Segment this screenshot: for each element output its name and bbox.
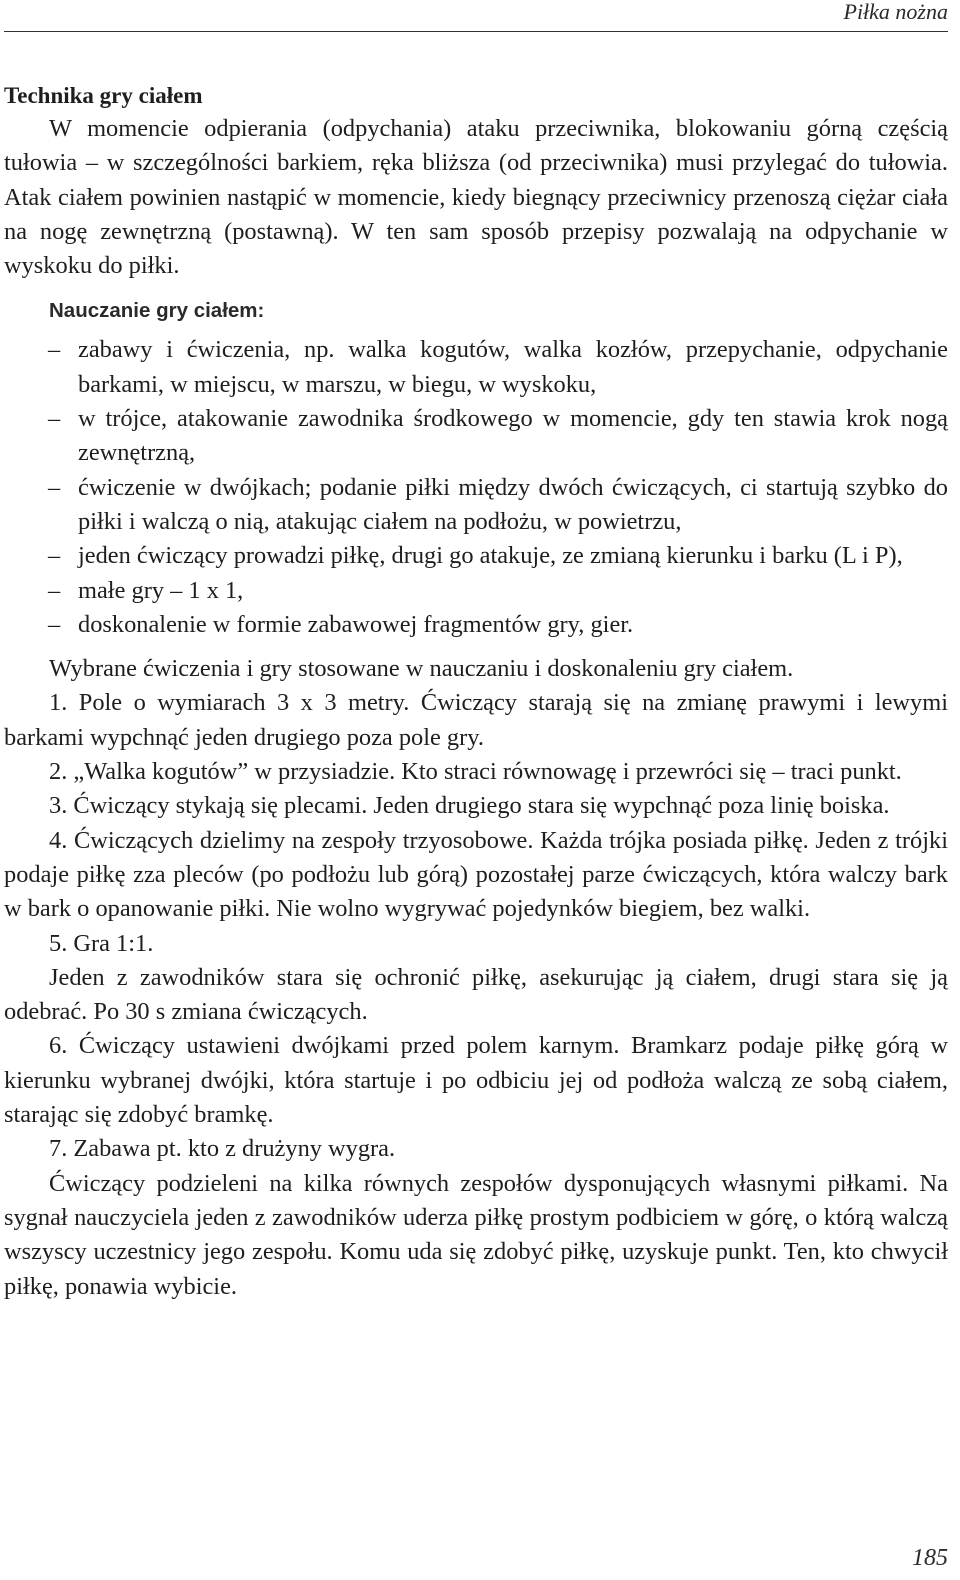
list-dash: – [48, 405, 61, 433]
list-item [4, 539, 948, 573]
exercise-7-title: 7. Zabawa pt. kto z drużyny wygra. [49, 1135, 396, 1163]
running-header-title: Piłka nożna [843, 0, 948, 24]
intro-paragraph: W momencie odpierania (odpychania) ataku przeciwnika, blokowaniu górną częścią tułowia – w szczególności barkiem, ręka bliższa (od przeciwnika) musi przylegać do tułowia. Atak ciałem powinien nastąpić w momencie, kiedy biegnący przeciwnicy przenoszą ciężar ciała na nogę zewnętrzną (postawną). W ten sam sposób przepisy pozwalają na odpychanie w wyskoku do piłki. [4, 115, 948, 280]
exercise-4: 4. Ćwiczących dzielimy na zespoły trzyosobowe. Każda trójka posiada piłkę. Jeden z trójki podaje piłkę zza pleców (po podłożu lub górą) pozostałej parze ćwiczących, która walczy bark w bark o opanowanie piłki. Nie wolno wygrywać pojedynków biegiem, bez walki. [4, 826, 948, 923]
list-item [4, 608, 948, 642]
exercise-7-body: Ćwiczący podzieleni na kilka równych zespołów dysponujących własnymi piłkami. Na sygnał nauczyciela jeden z zawodników uderza piłkę prostym podbiciem w górę, o którą walczą wszyscy uczestnicy jego zespołu. Komu uda się zdobyć piłkę, uzyskuje punkt. Ten, kto chwycił piłkę, ponawia wybicie. [4, 1169, 948, 1300]
list-item-text: zabawy i ćwiczenia, np. walka kogutów, walka kozłów, przepychanie, odpychanie barkami, w miejscu, w marszu, w biegu, w wyskoku, [78, 336, 948, 398]
list-dash: – [48, 576, 61, 604]
list-item-text: doskonalenie w formie zabawowej fragmentów gry, gier. [78, 610, 634, 638]
exercise-3: 3. Ćwiczący stykają się plecami. Jeden drugiego stara się wypchnąć poza linię boiska. [49, 792, 890, 820]
subheading-teaching: Nauczanie gry ciałem: [49, 299, 265, 323]
exercise-list [4, 333, 948, 642]
list-item [4, 402, 948, 471]
body-paragraph: Wybrane ćwiczenia i gry stosowane w nauczaniu i doskonaleniu gry ciałem. [49, 655, 794, 683]
list-item-text: w trójce, atakowanie zawodnika środkowego w momencie, gdy ten stawia krok nogą zewnętrzną, [78, 405, 948, 467]
list-item-text: małe gry – 1 x 1, [78, 576, 244, 604]
exercise-1: 1. Pole o wymiarach 3 x 3 metry. Ćwiczący starają się na zmianę prawymi i lewymi barkami wypchnąć jeden drugiego poza pole gry. [4, 689, 948, 751]
exercise-5-title: 5. Gra 1:1. [49, 929, 154, 957]
page-content [4, 80, 948, 1304]
list-item [4, 471, 948, 540]
page-number: 185 [912, 1545, 948, 1571]
exercise-2: 2. „Walka kogutów” w przysiadzie. Kto straci równowagę i przewróci się – traci punkt. [49, 758, 902, 786]
list-item-text: ćwiczenie w dwójkach; podanie piłki między dwóch ćwiczących, ci startują szybko do piłki i walczą o nią, atakując ciałem na podłożu, w powietrzu, [78, 473, 948, 535]
list-item [4, 333, 948, 402]
spacer [4, 642, 948, 652]
list-dash: – [48, 542, 61, 570]
list-item-text: jeden ćwiczący prowadzi piłkę, drugi go atakuje, ze zmianą kierunku i barku (L i P), [78, 542, 903, 570]
list-dash: – [48, 610, 61, 638]
exercise-5-body: Jeden z zawodników stara się ochronić piłkę, asekurując ją ciałem, drugi stara się ją odebrać. Po 30 s zmiana ćwiczących. [4, 963, 948, 1026]
section-heading: Technika gry ciałem [4, 83, 203, 108]
list-item [4, 574, 948, 608]
header-divider [4, 31, 948, 32]
list-dash: – [48, 473, 61, 501]
exercise-6: 6. Ćwiczący ustawieni dwójkami przed polem karnym. Bramkarz podaje piłkę górą w kierunku wybranej dwójki, która startuje i po odbiciu jej od podłoża walczą ze sobą ciałem, starając się zdobyć bramkę. [4, 1032, 948, 1129]
list-dash: – [48, 336, 61, 364]
